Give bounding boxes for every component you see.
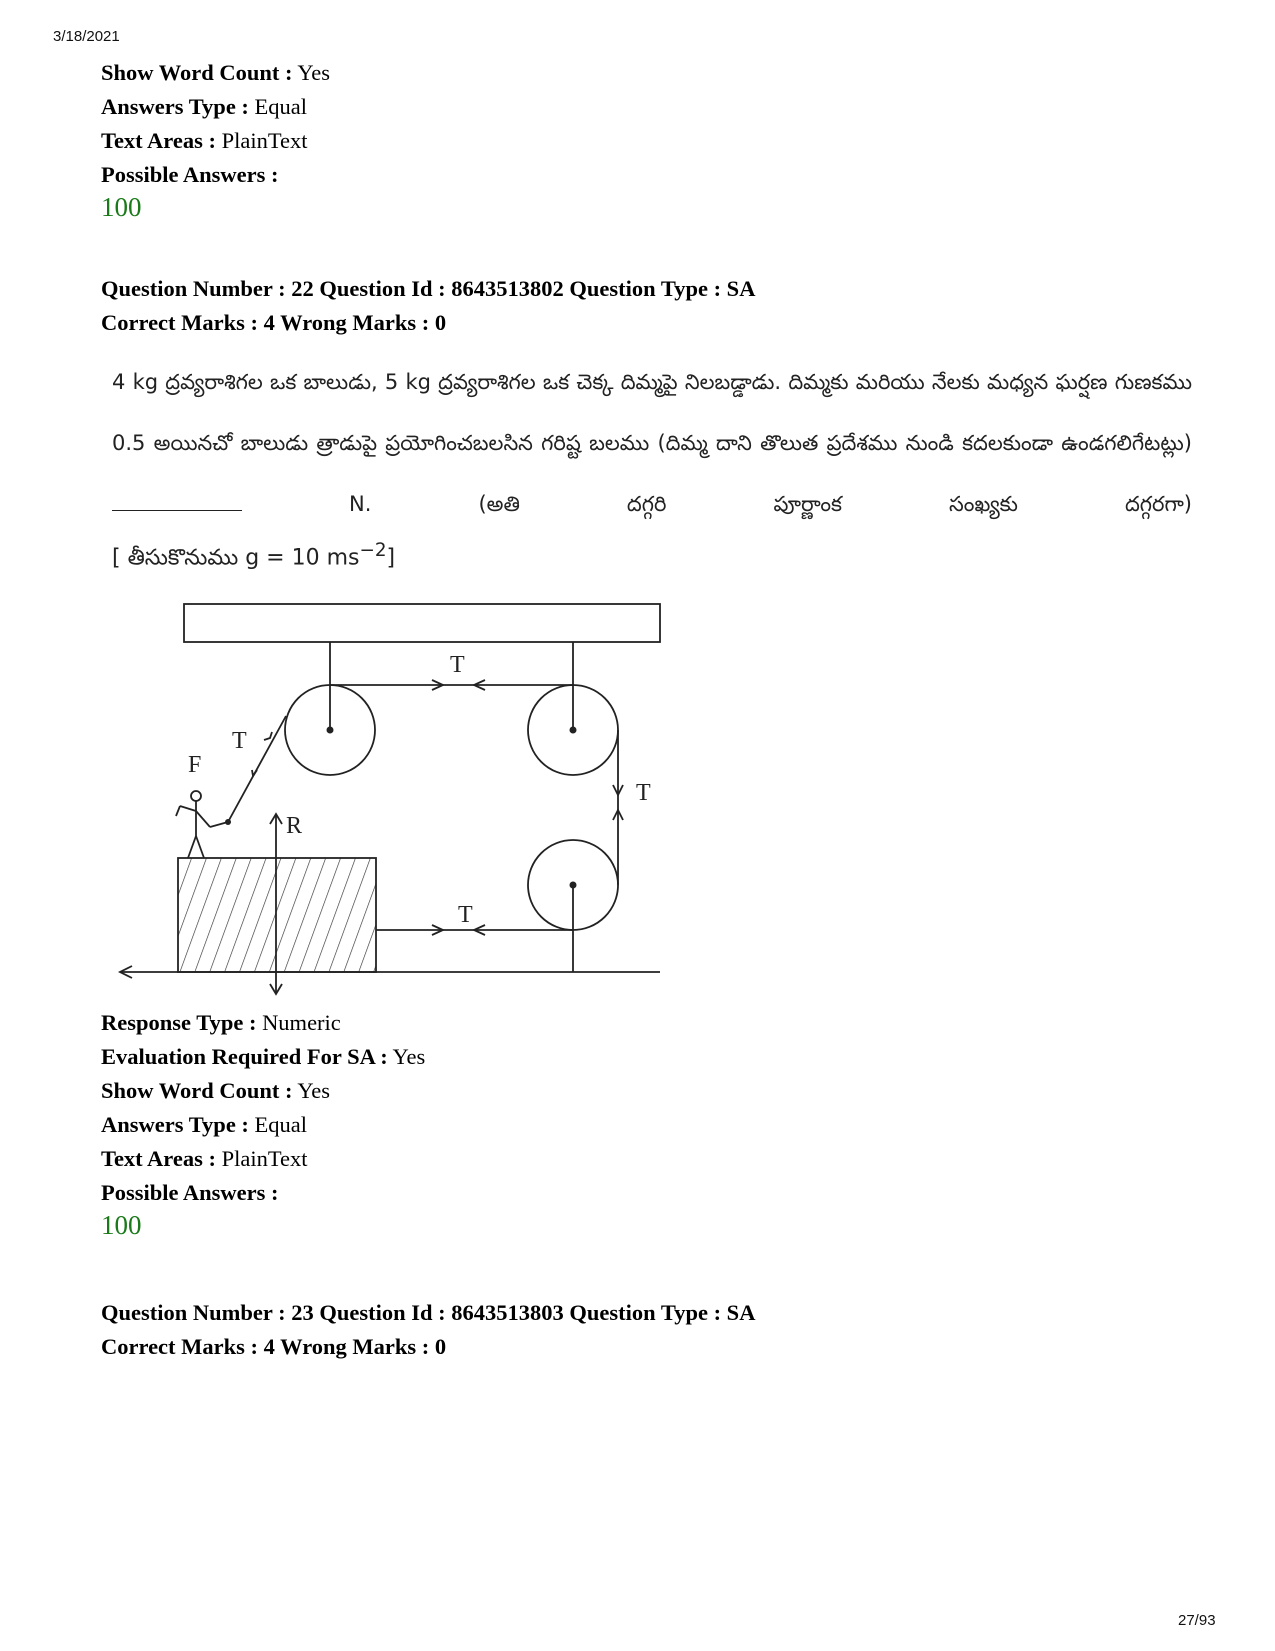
meta-row: Possible Answers :: [101, 162, 279, 187]
prev-question-meta: [101, 56, 330, 192]
meta-row: Answers Type : Equal: [101, 1112, 308, 1137]
q22-header: [101, 272, 755, 340]
ceiling-beam: [184, 604, 660, 642]
meta-row: Possible Answers :: [101, 1180, 279, 1205]
pulley-diagram: [110, 590, 690, 1010]
meta-row: Text Areas : PlainText: [101, 1146, 308, 1171]
q23-header-line1: Question Number : 23 Question Id : 8643513803 Question Type : SA: [101, 1300, 756, 1325]
boy-head: [191, 791, 201, 801]
print-date: 3/18/2021: [53, 28, 120, 45]
q23-header: [101, 1296, 755, 1364]
answer-blank: [112, 490, 242, 511]
meta-row: Answers Type : Equal: [101, 94, 308, 119]
label-tension-boy: T: [232, 728, 247, 754]
q23-header-line2: Correct Marks : 4 Wrong Marks : 0: [101, 1334, 447, 1359]
page-number: 27/93: [1178, 1612, 1216, 1629]
meta-row: Show Word Count : Yes: [101, 1078, 331, 1103]
meta-row: Show Word Count : Yes: [101, 60, 331, 85]
label-reaction: R: [286, 813, 303, 839]
meta-row: Evaluation Required For SA : Yes: [101, 1044, 426, 1069]
label-tension-right: T: [636, 780, 651, 806]
meta-row: Text Areas : PlainText: [101, 128, 308, 153]
label-force: F: [188, 752, 202, 778]
q22-header-line1: Question Number : 22 Question Id : 8643513802 Question Type : SA: [101, 276, 756, 301]
label-tension-top: T: [450, 652, 465, 678]
q22-possible-answer: 100: [101, 1210, 142, 1240]
q22-header-line2: Correct Marks : 4 Wrong Marks : 0: [101, 310, 447, 335]
q22-given: [ తీసుకొనుము g = 10 $ms^{-2}$]: [112, 540, 396, 571]
q22-question-text: 4 kg ద్రవ్యరాశిగల ఒక బాలుడు, 5 kg ద్రవ్యరాశిగల ఒక చెక్క దిమ్మపై నిలబడ్డాడు. దిమ్మకు మరియు నేలకు మధ్యన ఘర్షణ గుణకము 0.5 అయినచో బాలుడు త్రాడుపై ప్రయోగించబలసిన గరిష్ట బలము (దిమ్మ దాని తొలుత ప్రదేశము నుండి కదలకుండా ఉండగలిగేటట్లు) N. (అతి దగ్గరి పూర్ణాంక సంఖ్యకు దగ్గరగా): [112, 370, 1192, 516]
wooden-block: [178, 858, 376, 972]
prev-possible-answer: 100: [101, 192, 142, 222]
q22-meta: [101, 1006, 425, 1210]
label-tension-bottom: T: [458, 902, 473, 928]
meta-row: Response Type : Numeric: [101, 1010, 341, 1035]
